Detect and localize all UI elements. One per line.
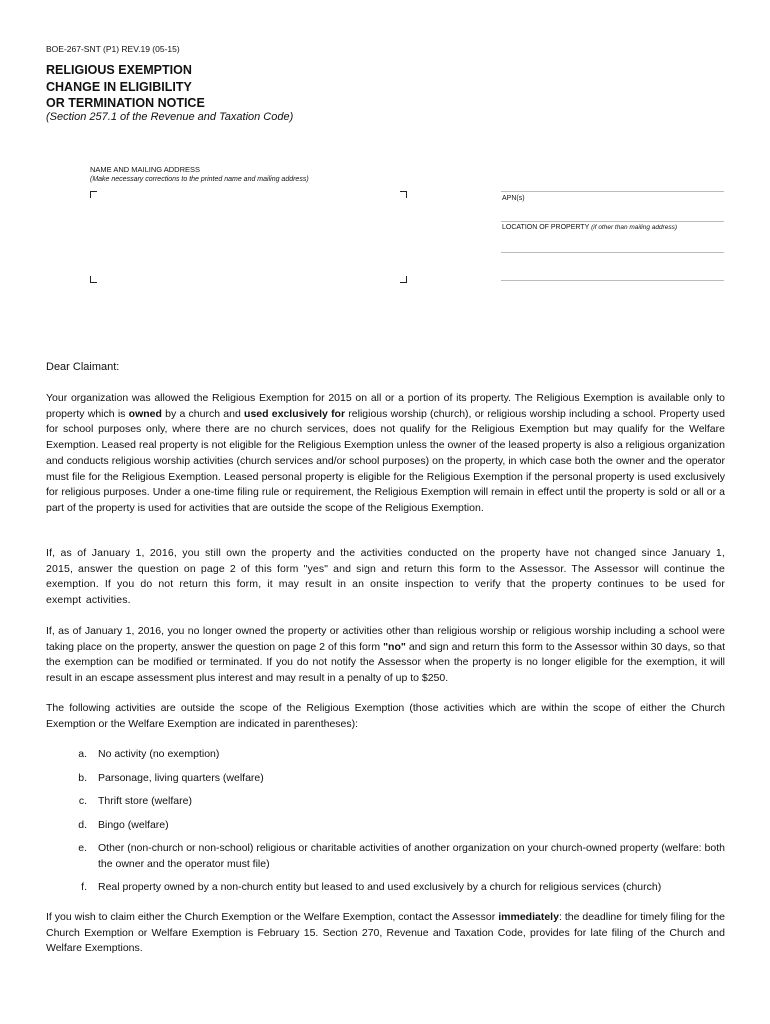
p3-no: "no" bbox=[383, 640, 406, 653]
p5-immediately: immediately bbox=[498, 911, 559, 923]
p3-text-a: If, as of January 1, 2016, you no longer owned the property or activities other than religious worship or religious worship including a school were taking place on the property, answer the question on page 2 of this form bbox=[46, 625, 725, 653]
list-letter: d. bbox=[78, 819, 87, 831]
p5-text-b: : the deadline for timely filing for the Church Exemption or Welfare Exemption is February 15. Section 270, Revenue and Taxation Code, provides for late filing of the Church and Welfare Exemptions. bbox=[46, 911, 726, 955]
location-field-line-2[interactable] bbox=[501, 252, 724, 253]
title-line-3: OR TERMINATION NOTICE bbox=[46, 96, 205, 110]
location-hint: (if other than mailing address) bbox=[591, 224, 678, 231]
paragraph-claim bbox=[46, 910, 725, 957]
location-field-line-3[interactable] bbox=[501, 280, 724, 281]
list-letter: c. bbox=[78, 795, 87, 807]
location-label bbox=[502, 224, 677, 231]
list-text: Parsonage, living quarters (welfare) bbox=[98, 772, 264, 784]
apn-field-line[interactable] bbox=[501, 191, 724, 192]
address-label: NAME AND MAILING ADDRESS bbox=[90, 165, 201, 174]
list-text: No activity (no exemption) bbox=[98, 748, 220, 760]
p1-used-exclusively: used exclusively for bbox=[244, 407, 346, 420]
list-letter: f. bbox=[81, 881, 87, 893]
p1-text-b: by a church and bbox=[161, 407, 245, 420]
location-field-line[interactable] bbox=[501, 221, 724, 222]
title-line-1: RELIGIOUS EXEMPTION bbox=[46, 63, 192, 77]
list-text: Bingo (welfare) bbox=[98, 819, 169, 831]
form-number: BOE-267-SNT (P1) REV.19 (05-15) bbox=[46, 44, 180, 54]
page-subtitle: (Section 257.1 of the Revenue and Taxation Code) bbox=[46, 111, 294, 123]
list-letter: b. bbox=[78, 772, 87, 784]
page-title bbox=[46, 62, 205, 112]
location-label-text: LOCATION OF PROPERTY bbox=[502, 224, 590, 231]
p1-text-a: Your organization was allowed the Religious Exemption for 2015 on all or a portion of its property. The Religious Exemption is available only to property which is bbox=[46, 392, 725, 420]
list-text: Real property owned by a non-church entity but leased to and used exclusively by a church for religious services (church) bbox=[98, 881, 662, 893]
address-corner-bottom-right bbox=[400, 276, 407, 283]
address-corner-bottom-left bbox=[90, 276, 97, 283]
p3-text-b: and sign and return this form to the Assessor within 30 days, so that the exemption can be modified or terminated. If you do not notify the Assessor when the property is no longer eligible for the exemption, it will result in an escape assessment plus interest and may result in a penalty of up to $250. bbox=[46, 640, 725, 685]
p1-owned: owned bbox=[128, 407, 162, 420]
paragraph-unchanged: If, as of January 1, 2016, you still own the property and the activities conducted on the property have not changed since January 1, 2015, answer the question on page 2 of this form "yes" and sign and return this form to the Assessor. The Assessor will continue the exemption. If you do not return this form, it may result in an onsite inspection to verify that the property continues to be used for exempt activities. bbox=[46, 547, 725, 607]
list-letter: e. bbox=[78, 842, 87, 854]
apn-label: APN(s) bbox=[502, 195, 525, 202]
list-text: Thrift store (welfare) bbox=[98, 795, 192, 807]
p1-text-c: religious worship (church), or religious worship including a school. Property used for school purposes only, where there are no church services, does not qualify for the Religious Exemption but may qualify for the Welfare Exemption. Leased real property is not eligible for the Religious Exemption unless the owner of the leased property is also a religious organization and conducts religious worship activities (church services and/or school purposes) on the property, in which case both the owner and the operator must file for the Religious Exemption. Leased personal property is eligible for the Religious Exemption if the personal property is used exclusively for religious purposes. Under a one-time filing rule or requirement, the Religious Exemption will remain in effect until the property is sold or all or a part of the property is used for activities that are outside the scope of the Religious Exemption. bbox=[46, 407, 725, 514]
paragraph-outside-scope: The following activities are outside the scope of the Religious Exemption (those activities which are within the scope of either the Church Exemption or the Welfare Exemption are indicated in parentheses): bbox=[46, 702, 725, 730]
address-corner-top-left bbox=[90, 191, 97, 198]
paragraph-changed bbox=[46, 624, 725, 687]
salutation: Dear Claimant: bbox=[46, 361, 120, 373]
address-hint: (Make necessary corrections to the printed name and mailing address) bbox=[90, 176, 309, 183]
list-text: Other (non-church or non-school) religious or charitable activities of another organization on your church-owned property (welfare: both the owner and the operator must file) bbox=[98, 842, 725, 870]
paragraph-eligibility bbox=[46, 391, 725, 517]
list-letter: a. bbox=[78, 748, 87, 760]
p5-text-a: If you wish to claim either the Church Exemption or the Welfare Exemption, contact the Assessor bbox=[46, 911, 499, 923]
title-line-2: CHANGE IN ELIGIBILITY bbox=[46, 79, 192, 94]
address-corner-top-right bbox=[400, 191, 407, 198]
